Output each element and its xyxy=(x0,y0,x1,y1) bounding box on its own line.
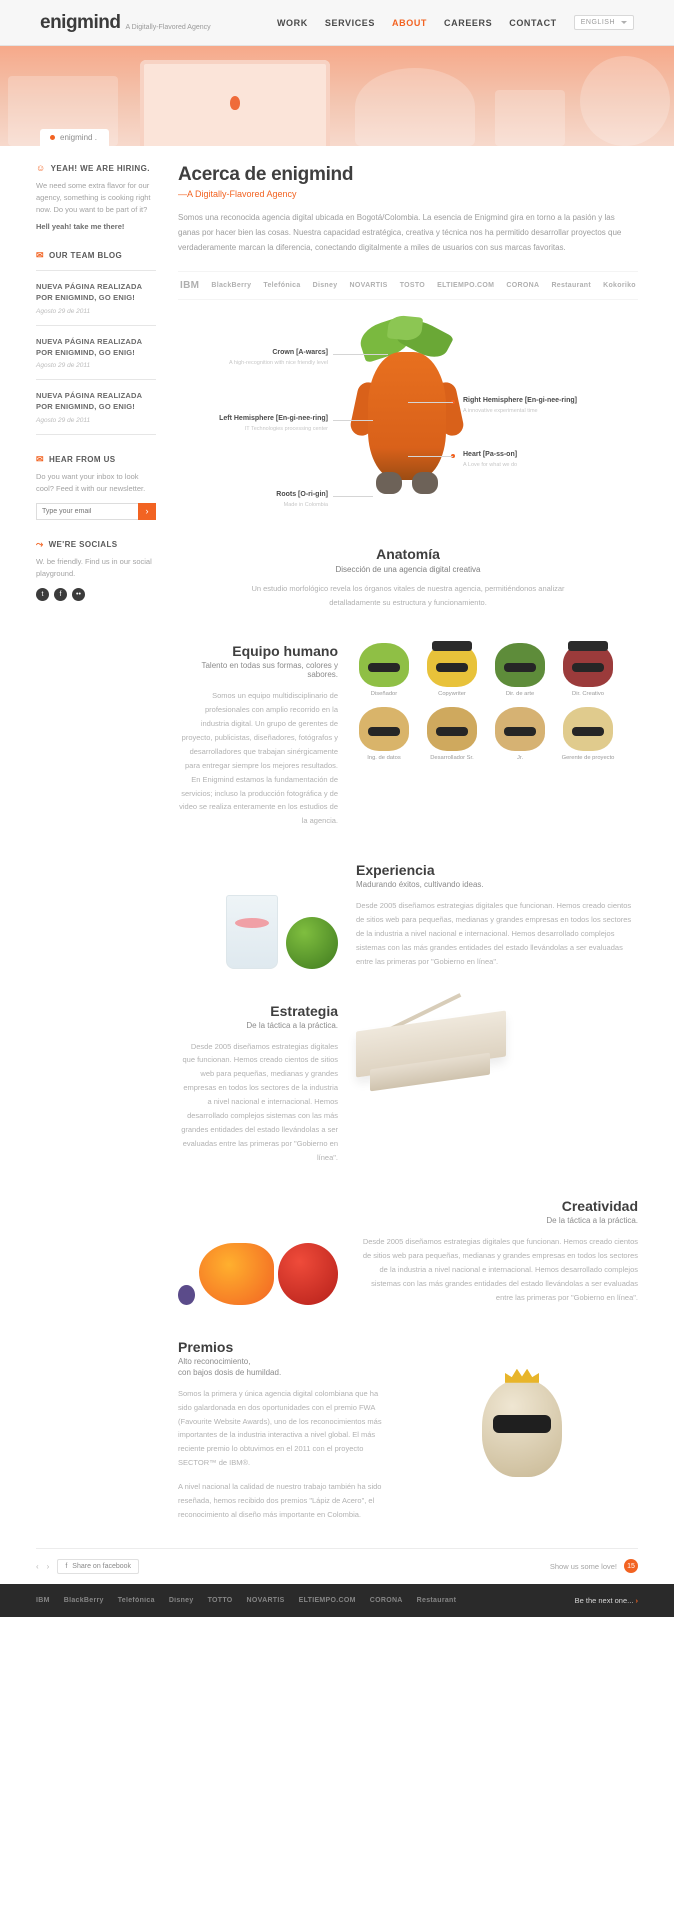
glasses-icon xyxy=(436,727,468,736)
sidebar-newsletter xyxy=(36,455,156,520)
member-role: Diseñador xyxy=(370,691,398,698)
share-facebook-button[interactable] xyxy=(57,1559,139,1574)
footer-cta-text: Be the next one... xyxy=(574,1595,634,1605)
nav-item-about[interactable]: ABOUT xyxy=(392,17,428,28)
glasses-icon xyxy=(572,663,604,672)
annotation-label: Right Hemisphere [En-gi-nee-ring] xyxy=(463,397,577,405)
page-content xyxy=(0,146,674,1522)
annotation-desc: IT Technologies processing center xyxy=(244,425,328,432)
nav-item-work[interactable]: WORK xyxy=(276,17,308,28)
mascot-foot-left xyxy=(376,472,402,494)
footer-client-logos xyxy=(36,1597,456,1604)
list-item xyxy=(356,707,412,761)
estrategia-image xyxy=(356,1003,638,1165)
premios-title: Premios xyxy=(178,1338,234,1355)
section-creatividad xyxy=(178,1198,638,1304)
avatar xyxy=(359,707,409,751)
language-value: ENGLISH xyxy=(580,19,615,26)
estrategia-title: Estrategia xyxy=(270,1002,338,1019)
avatar xyxy=(563,707,613,751)
creatividad-body: Desde 2005 diseñamos estrategias digitales que funcionan. Hemos creado cientos de sitios web para pequeñas, medianas y grandes empresas en todos los sectores de la industria a nivel nacional e internacional. Hemos desarrollado complejos sistemas con las más grandes entidades del estado llevándolas a ser evaluadas entre las primeras por "Gobierno en línea". xyxy=(362,1237,638,1302)
newsletter-submit-button[interactable]: › xyxy=(138,503,156,520)
language-selector[interactable] xyxy=(574,15,634,30)
page-subtitle: —A Digitally-Flavored Agency xyxy=(178,189,297,199)
experiencia-text xyxy=(356,862,638,968)
blog-post-date: Agosto 29 de 2011 xyxy=(36,307,91,315)
team-title: Equipo humano xyxy=(232,643,338,660)
member-role: Dir. de arte xyxy=(505,691,535,698)
sidebar-socials xyxy=(36,540,156,601)
leader-line xyxy=(408,456,453,457)
section-premios xyxy=(178,1339,638,1522)
hat-icon xyxy=(568,641,608,651)
page-footer-row xyxy=(36,1548,638,1574)
sidebar-hiring xyxy=(36,164,156,231)
client-logo-totto: TOSTO xyxy=(399,282,426,290)
annotation-heart xyxy=(463,450,623,469)
site-header xyxy=(0,0,674,46)
next-button[interactable]: › xyxy=(46,1561,50,1571)
tomato-image xyxy=(278,1243,338,1305)
member-role: Desarrollador Sr. xyxy=(430,755,474,762)
anatomy-text: Un estudio morfológico revela los órganos vitales de nuestra agencia, permitiéndonos analizar detalladamente su estructura y funcionamiento. xyxy=(251,584,565,607)
creatividad-text xyxy=(356,1198,638,1304)
section-team xyxy=(178,643,638,828)
pager xyxy=(36,1559,139,1574)
melon-image xyxy=(286,917,338,969)
main-column xyxy=(178,164,638,1522)
prev-button[interactable]: ‹ xyxy=(36,1561,39,1571)
footer-logo-restaurant: Restaurant xyxy=(416,1596,457,1604)
hero-tab[interactable] xyxy=(40,129,109,146)
social-links xyxy=(36,588,156,601)
team-text-column xyxy=(178,643,338,828)
experiencia-body: Desde 2005 diseñamos estrategias digitales que funcionan. Hemos creado cientos de sitios web para pequeñas, medianas y grandes empresas en todos los sectores de la industria a nivel nacional e internacional. Hemos desarrollado complejos sistemas con las más grandes entidades del estado llevándolas a ser evaluadas entre las primeras por "Gobierno en línea". xyxy=(356,901,632,966)
premios-body-1: Somos la primera y única agencia digital colombiana que ha sido galardonada en dos oportunidades con el premio FWA (Favourite Website Awards), uno de los reconocimientos más importantes de la industria interactiva a nivel global. El más reciente premio lo obtuvimos en el 2011 con el proyecto SECTOR™ de IBM®. xyxy=(178,1388,382,1468)
crown-icon xyxy=(505,1369,539,1383)
blog-post-date: Agosto 29 de 2011 xyxy=(36,416,91,424)
love-count: 15 xyxy=(624,1559,638,1573)
nav-item-careers[interactable]: CAREERS xyxy=(444,17,493,28)
section-experiencia xyxy=(178,862,638,968)
avatar xyxy=(359,643,409,687)
site-footer xyxy=(0,1584,674,1617)
annotation-desc: A innovative experimental time xyxy=(463,407,538,414)
annotation-crown xyxy=(178,348,328,367)
list-item xyxy=(560,643,616,697)
facebook-icon: f xyxy=(65,1562,68,1570)
glasses-icon xyxy=(368,663,400,672)
hero-banner xyxy=(0,46,674,146)
member-role: Ing. de datos xyxy=(367,755,401,762)
glass-image xyxy=(226,895,278,969)
annotation-roots xyxy=(198,490,328,509)
blog-post-title: NUEVA PÁGINA REALIZADA POR ENIGMIND, GO ENIG! xyxy=(36,336,142,357)
annotation-label: Roots [O-ri-gin] xyxy=(276,491,328,499)
annotation-label: Left Hemisphere [En-gi-nee-ring] xyxy=(219,415,328,423)
annotation-desc: Made in Colombia xyxy=(283,501,328,508)
sidebar-newsletter-title: HEAR FROM US xyxy=(48,454,116,464)
list-item xyxy=(356,643,412,697)
anatomy-figure xyxy=(178,310,638,540)
annotation-left-hemisphere xyxy=(178,414,328,433)
email-field[interactable] xyxy=(36,503,138,520)
anatomy-caption xyxy=(178,546,638,609)
king-mascot-image xyxy=(482,1379,562,1477)
logo-tagline: A Digitally-Flavored Agency xyxy=(125,23,211,31)
footer-cta-arrow: › xyxy=(635,1595,638,1605)
list-item xyxy=(492,643,548,697)
sidebar-hiring-text: We need some extra flavor for our agency, something is cooking right now. Do you want to be part of it? xyxy=(36,181,151,214)
sidebar-socials-text: W. be friendly. Find us in our social playground. xyxy=(36,556,152,578)
leader-line xyxy=(408,402,453,403)
premios-subtitle-1: Alto reconocimiento, xyxy=(178,1356,251,1366)
footer-logo-corona: CORONA xyxy=(369,1596,403,1604)
glasses-icon xyxy=(368,727,400,736)
list-item xyxy=(424,643,480,697)
leader-line xyxy=(333,496,373,497)
hat-icon xyxy=(432,641,472,651)
hero-shape-right xyxy=(495,90,565,146)
avatar xyxy=(563,643,613,687)
chevron-down-icon xyxy=(621,21,627,24)
footer-cta[interactable] xyxy=(575,1596,638,1605)
client-logos-strip xyxy=(178,271,638,300)
facebook-icon[interactable]: f xyxy=(54,588,67,601)
footer-logo-disney: Disney xyxy=(168,1596,194,1604)
client-logo-ibm: IBM xyxy=(180,280,200,292)
share-icon: ⤳ xyxy=(36,538,44,549)
sidebar-blog-title: OUR TEAM BLOG xyxy=(48,251,123,260)
sidebar-socials-head xyxy=(36,540,156,549)
creatividad-image xyxy=(178,1198,338,1304)
main-nav xyxy=(277,15,634,30)
logo-text: enigmind xyxy=(40,11,121,33)
experiencia-title: Experiencia xyxy=(356,862,435,879)
glasses-icon xyxy=(504,727,536,736)
sidebar-hiring-title: YEAH! WE ARE HIRING. xyxy=(50,164,150,173)
list-item[interactable] xyxy=(36,336,156,370)
divider xyxy=(36,379,156,380)
creatividad-subtitle: De la táctica a la práctica. xyxy=(546,1216,638,1226)
client-logo-novartis: NOVARTIS xyxy=(349,282,388,290)
annotation-desc: A high-recognition with nice friendly level xyxy=(228,359,328,366)
premios-text xyxy=(178,1339,388,1522)
client-logo-kokoriko: Kokoriko xyxy=(603,282,636,290)
footer-logo-ibm: IBM xyxy=(36,1596,50,1604)
member-role: Gerente de proyecto xyxy=(561,755,615,762)
premios-subtitle-2: con bajos dosis de humildad. xyxy=(178,1367,282,1377)
client-logo-disney: Disney xyxy=(312,282,338,290)
annotation-label: Crown [A-warcs] xyxy=(272,349,328,357)
experiencia-image xyxy=(178,862,338,968)
footer-logo-novartis: NOVARTIS xyxy=(246,1596,285,1604)
experiencia-subtitle: Madurando éxitos, cultivando ideas. xyxy=(356,880,484,890)
mascot-body xyxy=(368,352,446,480)
footer-logo-blackberry: BlackBerry xyxy=(63,1596,104,1604)
sidebar-blog-head xyxy=(36,251,156,260)
list-item[interactable] xyxy=(36,281,156,315)
team-grid xyxy=(356,643,638,828)
intro-paragraph: Somos una reconocida agencia digital ubicada en Bogotá/Colombia. La esencia de Enigmind gira en torno a la pasión y las ganas por hacer bien las cosas. Nuestra capacidad estratégica, creativa y técnica nos ha permitido desarrollar proyectos que verdaderamente marcan la diferencia, conectando digitalmente a miles de usuarios con sus marcas favoritas. xyxy=(178,213,622,252)
mascot-foot-right xyxy=(412,472,438,494)
list-item xyxy=(560,707,616,761)
sidebar-hiring-head xyxy=(36,164,156,173)
nav-item-contact[interactable]: CONTACT xyxy=(509,17,557,28)
leader-line xyxy=(333,354,388,355)
hero-shape-far-right xyxy=(580,56,670,146)
annotation-label: Heart [Pa-ss-on] xyxy=(463,451,518,459)
annotation-right-hemisphere xyxy=(463,396,623,415)
list-item xyxy=(492,707,548,761)
member-role: Dir. Creativo xyxy=(572,691,604,698)
glasses-icon xyxy=(504,663,536,672)
divider xyxy=(36,434,156,435)
divider xyxy=(36,325,156,326)
avatar xyxy=(495,643,545,687)
avatar xyxy=(495,707,545,751)
love-label: Show us some love! xyxy=(549,1561,617,1571)
orange-splash-image xyxy=(199,1243,273,1305)
sidebar-blog xyxy=(36,251,156,435)
sidebar-newsletter-head xyxy=(36,455,156,464)
premios-body-2: A nivel nacional la calidad de nuestro trabajo también ha sido reseñada, hemos recibido dos premios "Lápiz de Acero", el reconocimiento al diseño más importante en Colombia. xyxy=(178,1482,382,1519)
glasses-icon xyxy=(572,727,604,736)
dot-icon xyxy=(50,135,55,140)
premios-image xyxy=(406,1339,638,1522)
estrategia-text xyxy=(178,1003,338,1165)
divider xyxy=(36,270,156,271)
team-body: Somos un equipo multidisciplinario de profesionales con amplio recorrido en la industria digital. Un grupo de gerentes de proyecto, publicistas, diseñadores, fotógrafos y desarrolladores que trabajan sinérgicamente para entregar siempre los mejores resultados. En Enigmind estamos la fundamentación de servicios; incluso la producción fotográfica y de video se realiza enteramente en los estudios de la agencia. xyxy=(179,691,338,826)
creatividad-title: Creatividad xyxy=(561,1198,638,1215)
logo[interactable] xyxy=(40,12,211,34)
love-counter[interactable] xyxy=(550,1559,638,1573)
blueberry-image xyxy=(178,1285,195,1305)
client-logo-corona: CORONA xyxy=(506,282,540,290)
client-logo-restaurant: Restaurant xyxy=(551,282,592,290)
footer-logo-eltiempo: ELTIEMPO.COM xyxy=(298,1596,356,1604)
nav-item-services[interactable]: SERVICES xyxy=(324,17,376,28)
estrategia-body: Desde 2005 diseñamos estrategias digitales que funcionan. Hemos creado cientos de sitios web para pequeñas, medianas y grandes empresas en todos los sectores de la industria a nivel nacional e internacional. Hemos desarrollado complejos sistemas con las más grandes entidades del estado llevándolas a ser evaluadas entre las primeras por "Gobierno en línea". xyxy=(181,1041,338,1162)
blog-post-date: Agosto 29 de 2011 xyxy=(36,362,91,369)
anatomy-title: Anatomía xyxy=(376,546,440,563)
blog-post-title: NUEVA PÁGINA REALIZADA POR ENIGMIND, GO ENIG! xyxy=(36,282,142,303)
hero-monitor-image xyxy=(140,60,330,146)
avatar xyxy=(427,643,477,687)
footer-logo-telefonica: Telefónica xyxy=(117,1596,155,1604)
flickr-icon[interactable]: •• xyxy=(72,588,85,601)
sidebar-socials-title: WE'RE SOCIALS xyxy=(48,539,118,549)
footer-logo-totto: TOTTO xyxy=(207,1596,233,1604)
newsletter-form xyxy=(36,503,156,520)
estrategia-subtitle: De la táctica a la práctica. xyxy=(246,1020,338,1030)
mail-icon: ✉ xyxy=(36,453,44,464)
member-role: Jr. xyxy=(516,755,524,762)
sidebar-newsletter-text: Do you want your inbox to look cool? Feed it with our newsletter. xyxy=(36,471,146,493)
blog-post-title: NUEVA PÁGINA REALIZADA POR ENIGMIND, GO ENIG! xyxy=(36,391,142,412)
chat-icon: ✉ xyxy=(36,250,44,260)
avatar xyxy=(427,707,477,751)
list-item xyxy=(424,707,480,761)
client-logo-eltiempo: ELTIEMPO.COM xyxy=(437,282,495,290)
sunglasses-icon xyxy=(493,1415,551,1433)
hero-shape-mid xyxy=(355,68,475,146)
annotation-desc: A Love for what we do xyxy=(463,461,518,468)
sidebar-hiring-cta[interactable]: Hell yeah! take me there! xyxy=(36,222,125,231)
page-title: Acerca de enigmind xyxy=(178,164,354,185)
share-label: Share on facebook xyxy=(72,1562,132,1570)
leader-line xyxy=(333,420,373,421)
list-item[interactable] xyxy=(36,390,156,424)
section-estrategia xyxy=(178,1003,638,1165)
sidebar xyxy=(36,164,156,1522)
anatomy-subtitle: Disección de una agencia digital creativa xyxy=(335,565,481,575)
hero-tab-label: enigmind . xyxy=(60,133,97,142)
smiley-icon: ☺ xyxy=(36,163,46,173)
client-logo-telefonica: Telefónica xyxy=(263,282,301,290)
member-role: Copywriter xyxy=(438,691,466,698)
team-subtitle: Talento en todas sus formas, colores y sabores. xyxy=(201,661,338,680)
glasses-icon xyxy=(436,663,468,672)
client-logo-blackberry: BlackBerry xyxy=(211,282,252,290)
twitter-icon[interactable]: t xyxy=(36,588,49,601)
